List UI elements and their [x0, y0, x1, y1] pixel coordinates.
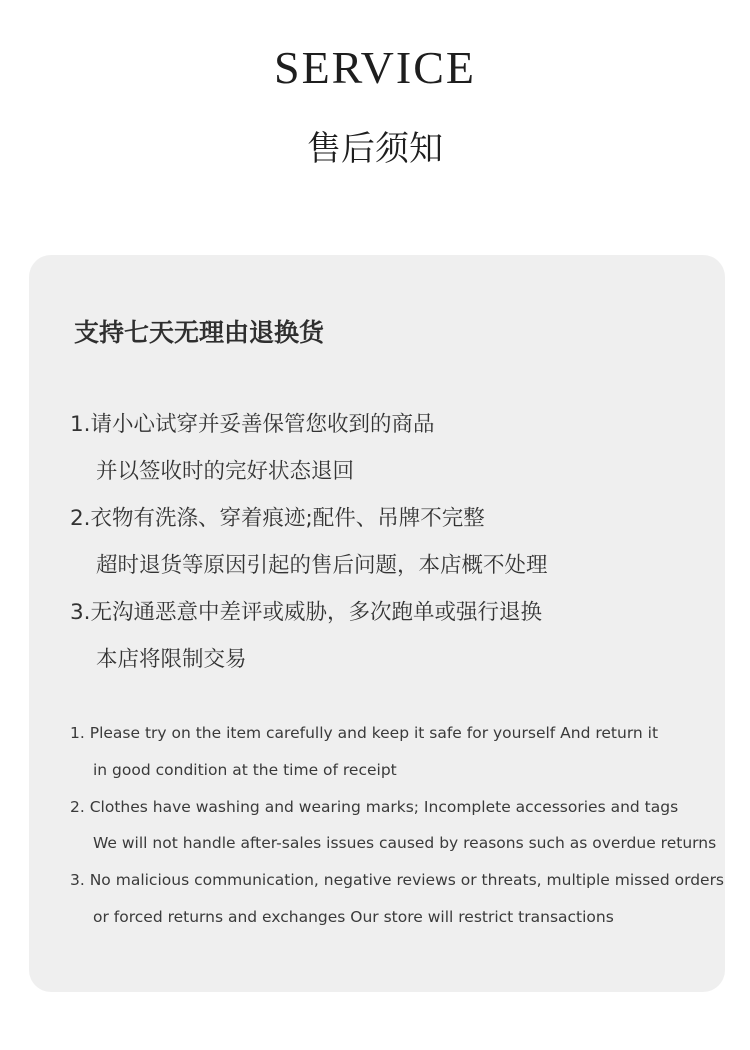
policy-item-cn: 超时退货等原因引起的售后问题，本店概不处理: [96, 553, 548, 578]
policy-item-en: in good condition at the time of receipt: [93, 760, 397, 779]
policy-item-en: 2. Clothes have washing and wearing marks; Incomplete accessories and tags: [70, 797, 679, 816]
page-title-en: SERVICE: [274, 42, 476, 93]
policy-item-cn: 本店将限制交易: [96, 647, 247, 672]
policy-item-en: We will not handle after-sales issues caused by reasons such as overdue returns: [93, 834, 717, 853]
policy-item-en: 3. No malicious communication, negative reviews or threats, multiple missed orders: [70, 871, 725, 890]
policy-item-en: or forced returns and exchanges Our store will restrict transactions: [93, 907, 614, 926]
page-title-cn: 售后须知: [307, 129, 443, 169]
policy-item-cn: 并以签收时的完好状态退回: [96, 459, 355, 484]
policy-item-en: 1. Please try on the item carefully and keep it safe for yourself And return it: [70, 724, 659, 742]
policy-list-en: [70, 715, 724, 936]
policy-list-cn: [70, 401, 548, 683]
policy-heading: 支持七天无理由退换货: [74, 318, 325, 347]
policy-item-cn: 3.无沟通恶意中差评或威胁，多次跑单或强行退换: [70, 600, 543, 625]
policy-item-cn: 1.请小心试穿并妥善保管您收到的商品: [70, 412, 435, 437]
policy-item-cn: 2.衣物有洗涤、穿着痕迹;配件、吊牌不完整: [70, 506, 485, 531]
policy-card: [29, 255, 725, 992]
